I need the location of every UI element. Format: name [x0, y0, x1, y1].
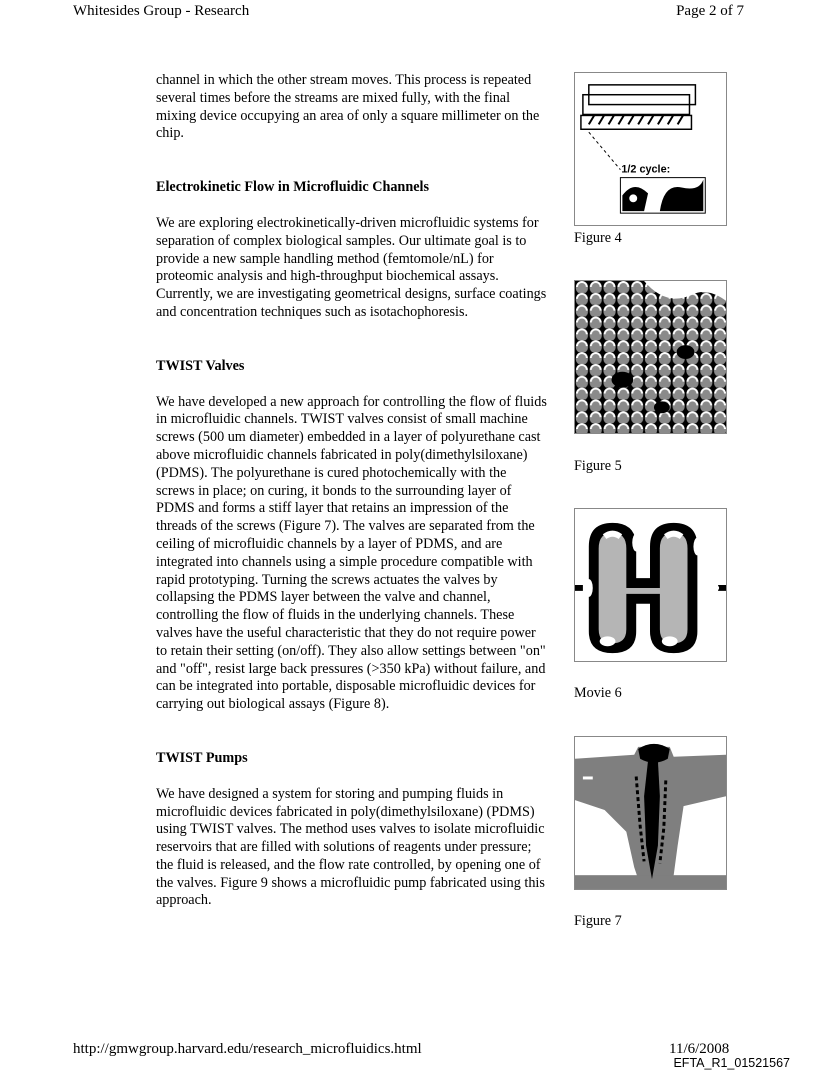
section-heading-twist-valves: TWIST Valves — [156, 357, 245, 374]
figure-7-caption: Figure 7 — [574, 913, 622, 929]
figure-5-texture — [575, 281, 726, 433]
movie-6-caption: Movie 6 — [574, 685, 622, 701]
footer-date: 11/6/2008 — [669, 1041, 730, 1057]
movie-6-channel-diagram — [575, 509, 726, 661]
section-body-twist-pumps: We have designed a system for storing and pumping fluids in microfluidic devices fabricated in poly(dimethylsiloxane) (PDMS) using TWIST valves. The method uses valves to isolate microfluidic reservoirs that are filled with solutions of reagents under pressure; the fluid is released, and the flow rate controlled, by opening one of the valves. Figure 9 shows a microfluidic pump fabricated using this approach. — [156, 785, 545, 909]
document-id: EFTA_R1_01521567 — [673, 1056, 790, 1070]
section-heading-twist-pumps: TWIST Pumps — [156, 749, 248, 766]
section-body-electrokinetic: We are exploring electrokinetically-driven microfluidic systems for separation of complex biological samples. Our ultimate goal is to provide a new sample handling method (femtomole/nL) for proteomic analysis and high-throughput biochemical assays. Currently, we are investigating geometrical designs, surface coatings and concentration techniques such as isotachophoresis. — [156, 214, 547, 320]
figure-4-inset-label: 1/2 cycle: — [621, 163, 671, 176]
figure-5-caption: Figure 5 — [574, 458, 622, 474]
figure-4-image[interactable] — [574, 72, 727, 226]
page-number: Page 2 of 7 — [676, 3, 744, 19]
figure-5-image[interactable] — [574, 280, 727, 434]
footer-url[interactable]: http://gmwgroup.harvard.edu/research_microfluidics.html — [73, 1041, 422, 1057]
figure-7-photo — [575, 737, 726, 889]
main-text-column — [156, 72, 548, 910]
figure-7-image[interactable] — [574, 736, 727, 890]
figure-4-mixer-diagram — [575, 73, 726, 225]
header-title: Whitesides Group - Research — [73, 3, 250, 19]
section-body-twist-valves: We have developed a new approach for controlling the flow of fluids in microfluidic channels. TWIST valves consist of small machine screws (500 um diameter) embedded in a layer of polyurethane cast above microfluidic channels fabricated in poly(dimethylsiloxane) (PDMS). The polyurethane is cured photochemically with the screws in place; on curing, it bonds to the surrounding layer of PDMS and forms a stiff layer that retains an impression of the threads of the screws (Figure 7). The valves are separated from the ceiling of microfluidic channels by a layer of PDMS, and are integrated into channels using a simple procedure compatible with rapid prototyping. Turning the screws actuates the valves by collapsing the PDMS layer between the valve and channel, controlling the flow of fluids in the underlying channels. These valves have the useful characteristic that they do not require power to retain their setting (on/off). They also allow settings between "on" and "off", resist large back pressures (>350 kPa) without failure, and can be integrated into portable, disposable microfluidic devices for carrying out biological assays (Figure 8). — [156, 393, 547, 713]
movie-6-image[interactable] — [574, 508, 727, 662]
section-heading-electrokinetic: Electrokinetic Flow in Microfluidic Channels — [156, 179, 429, 196]
figure-4-caption: Figure 4 — [574, 230, 622, 246]
intro-paragraph: channel in which the other stream moves. This process is repeated several times before the streams are mixed fully, with the final mixing device occupying an area of only a square millimeter on the chip. — [156, 72, 540, 142]
